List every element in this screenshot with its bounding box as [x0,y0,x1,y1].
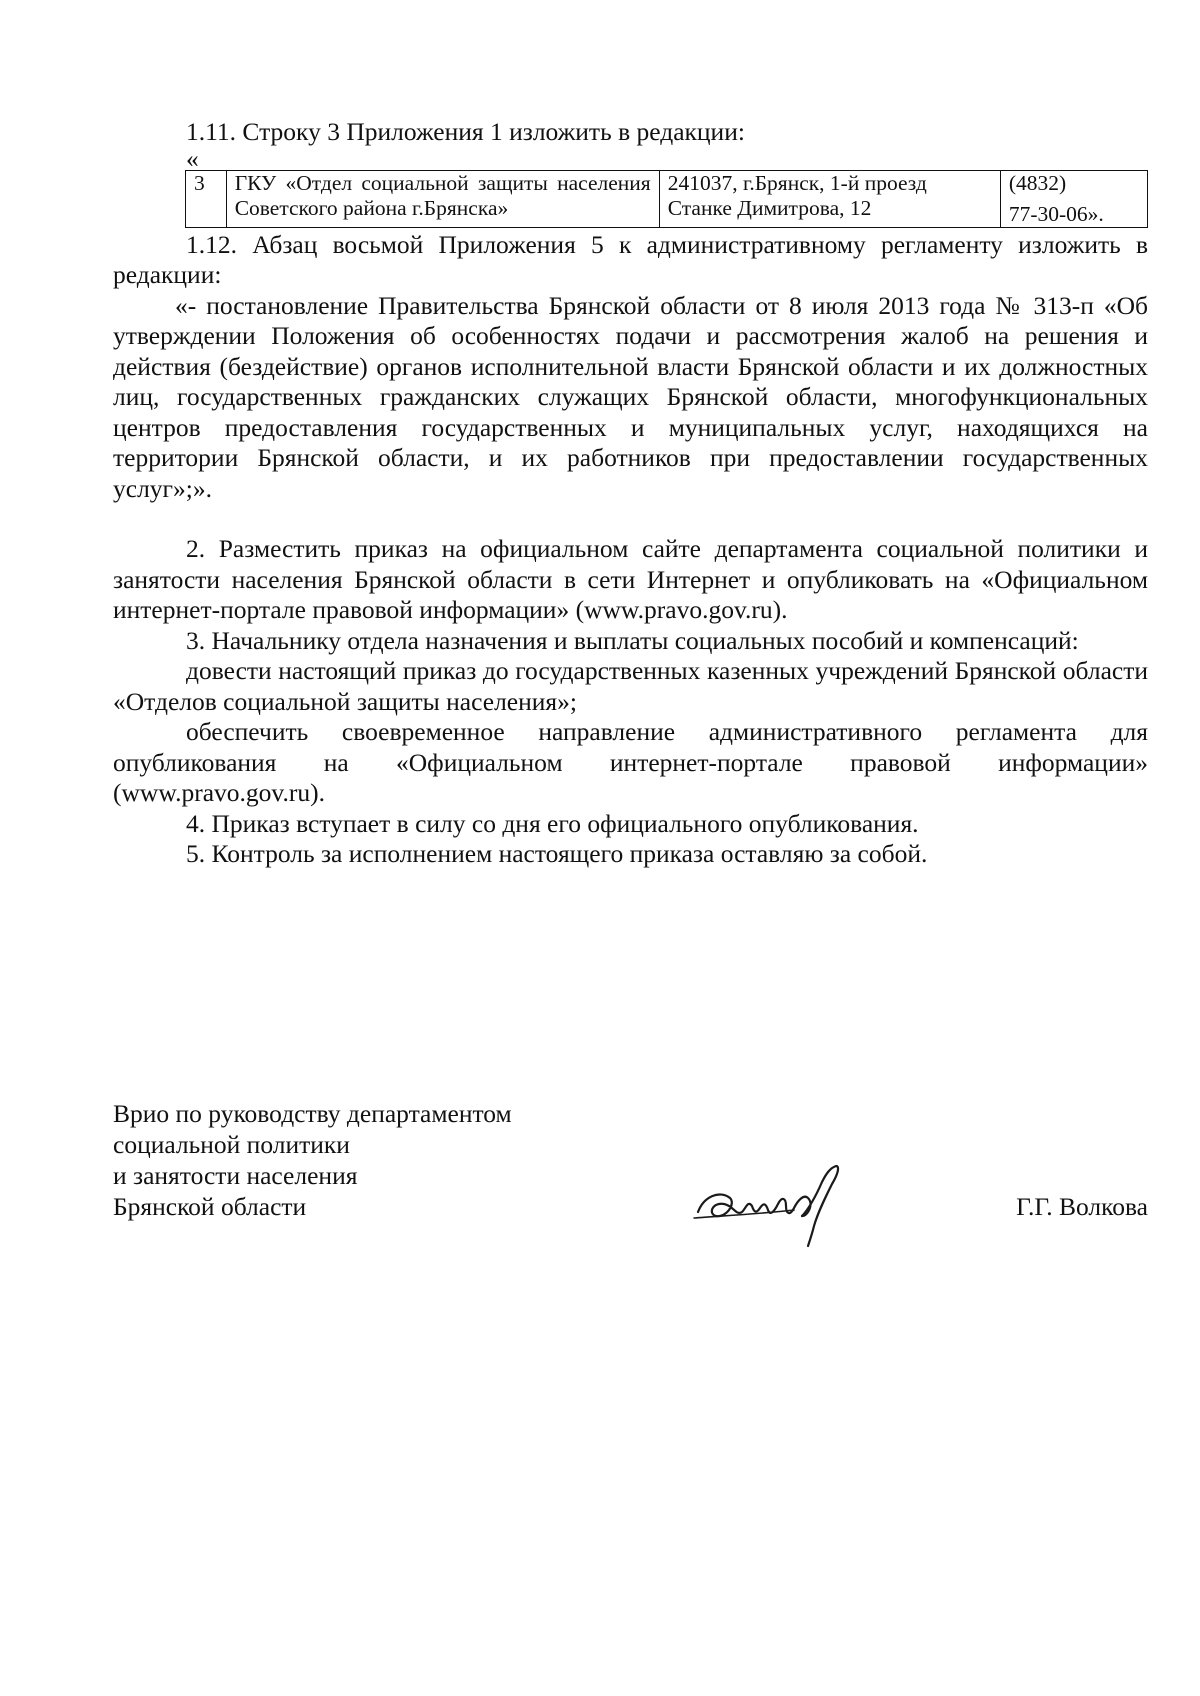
table-row [186,170,1148,227]
appendix-row-table [185,170,1148,228]
item-4-paragraph: 4. Приказ вступает в силу со дня его официального опубликования. [186,808,919,838]
item-3-sub-2: обеспечить своевременное направление административного регламента для опубликования на «Официальном интернет-портале правовой информации» (www.pravo.gov.ru). [113,717,1148,807]
phone-cell [1000,170,1147,227]
section-1-11-heading: 1.11. Строку 3 Приложения 1 изложить в редакции: [186,117,745,146]
phone-code: (4832) [1008,170,1067,195]
signatory-title [113,1098,1148,1222]
phone-number: 77-30-06». [1008,201,1104,226]
signatory-name: Г.Г. Волкова [1016,1192,1148,1221]
item-3-heading: 3. Начальнику отдела назначения и выплаты социальных пособий и компенсаций: [186,625,1079,655]
item-2-paragraph: 2. Разместить приказ на официальном сайте департамента социальной политики и занятости населения Брянской области в сети Интернет и опубликовать на «Официальном интернет-портале правовой информации» (www.pravo.gov.ru). [113,534,1148,624]
signatory-title-line: Врио по руководству департаментом [113,1099,512,1128]
institution-name-cell: ГКУ «Отдел социальной защиты населения Советского района г.Брянска» [226,170,659,227]
paragraph-gap [113,504,1148,534]
signature-block [113,1098,1148,1222]
signatory-title-line: Брянской области [113,1192,307,1221]
signatory-title-line: социальной политики [113,1130,350,1159]
address-cell: 241037, г.Брянск, 1-й проезд Станке Димитрова, 12 [659,170,1000,227]
row-number-cell: 3 [186,170,227,227]
signatory-title-line: и занятости населения [113,1161,358,1190]
section-1-12-quote: «- постановление Правительства Брянской области от 8 июля 2013 года № 313-п «Об утверждении Положения об особенностях подачи и рассмотрения жалоб на решения и действия (бездействие) органов исполнительной власти Брянской области и их должностных лиц, государственных гражданских служащих Брянской области, многофункциональных центров предоставления государственных и муниципальных услуг, находящихся на территории Брянской области, и их работников при предоставлении государственных услуг»;». [113,290,1148,503]
table-open-quote: « [186,143,199,173]
section-1-12-heading: 1.12. Абзац восьмой Приложения 5 к административному регламенту изложить в редакции: [113,229,1148,289]
item-3-sub-1: довести настоящий приказ до государственных казенных учреждений Брянской области «Отделов социальной защиты населения»; [113,656,1148,716]
handwritten-signature [690,1160,870,1250]
item-5-paragraph: 5. Контроль за исполнением настоящего приказа оставляю за собой. [186,839,928,868]
document-body [113,117,1148,870]
